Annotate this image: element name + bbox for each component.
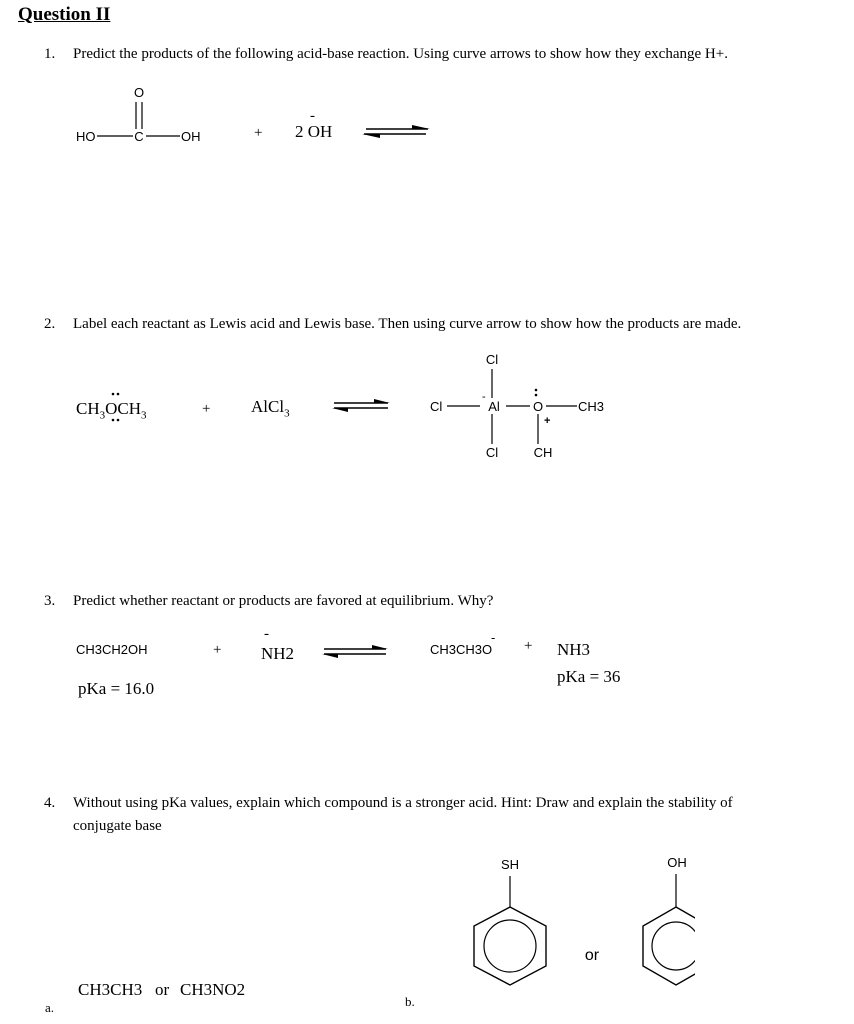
q2-oxygen-charge: + xyxy=(544,415,551,427)
q4-part-a-left: CH3CH3 xyxy=(78,980,143,999)
q4-benzene-ring-1 xyxy=(474,907,546,985)
q3-plus-2: + xyxy=(524,638,533,654)
q1-ho-label: HO xyxy=(76,129,96,144)
q4-part-b-label: b. xyxy=(405,994,415,1009)
q2-product-complex xyxy=(420,348,640,466)
q1-hydroxide: 2 OH xyxy=(295,122,333,141)
q2-ether-lone-pairs xyxy=(106,390,126,430)
q2-cl-bottom: Cl xyxy=(485,445,499,460)
q2-text: Label each reactant as Lewis acid and Lewis base. Then using curve arrow to show how the products are made. xyxy=(73,316,742,332)
q2-aluminum-chloride: AlCl$_3$ xyxy=(251,397,290,420)
q3-ethoxide: CH3CH3O xyxy=(430,642,493,657)
q3-ethanol: CH3CH2OH xyxy=(76,642,148,657)
q1-number: 1. xyxy=(44,46,56,62)
q2-oxygen: O xyxy=(532,399,544,414)
q3-amide-charge: - xyxy=(264,626,269,642)
q2-cl-left: Cl xyxy=(430,399,443,414)
q2-plus: + xyxy=(202,401,211,417)
q4-hydroxyl-group: OH xyxy=(667,855,687,870)
q2-methyl-right: CH3 xyxy=(578,399,605,414)
q2-equilibrium-arrow xyxy=(330,398,392,414)
q4-benzene-ring-2 xyxy=(643,907,695,985)
q3-ammonia: NH3 xyxy=(557,640,591,659)
q4-text-line-1: Without using pKa values, explain which compound is a stronger acid. Hint: Draw and explain the stability of xyxy=(73,795,733,811)
q1-carbonyl-oxygen: O xyxy=(133,85,145,100)
q1-plus: + xyxy=(254,125,263,141)
q1-equilibrium-arrow xyxy=(360,124,432,140)
q4-part-a-right: CH3NO2 xyxy=(180,980,246,999)
q4-part-a-label: a. xyxy=(45,1000,55,1015)
q2-number: 2. xyxy=(44,316,56,332)
q1-carbonic-acid-structure xyxy=(60,80,460,160)
q1-text: Predict the products of the following acid-base reaction. Using curve arrows to show how they exchange H+. xyxy=(73,46,728,62)
q3-number: 3. xyxy=(44,593,56,609)
q3-pka-right: pKa = 36 xyxy=(557,667,621,686)
q4-aromatic-rings xyxy=(455,845,695,995)
q3-ethoxide-charge: - xyxy=(491,630,496,645)
question-title: Question II xyxy=(18,4,111,25)
q3-pka-left: pKa = 16.0 xyxy=(78,679,155,698)
q1-carbon-label: C xyxy=(134,129,144,144)
q1-hydroxide-charge: - xyxy=(310,108,315,124)
q4-text-line-2: conjugate base xyxy=(73,818,162,834)
q2-ch-bottom: CH xyxy=(533,445,553,460)
q1-oh-label: OH xyxy=(181,129,201,144)
q2-al-charge: - xyxy=(482,391,486,403)
q3-text: Predict whether reactant or products are favored at equilibrium. Why? xyxy=(73,593,494,609)
q3-plus-1: + xyxy=(213,642,222,658)
q4-thiol-group: SH xyxy=(500,857,520,872)
q2-dimethyl-ether: $CH_3OCH_3$ xyxy=(76,399,147,422)
q3-equilibrium-arrow xyxy=(320,644,390,660)
q4-part-a-or: or xyxy=(155,980,170,999)
q4-part-b-or: or xyxy=(584,947,600,964)
q2-aluminum: Al xyxy=(488,399,500,414)
q2-cl-top: Cl xyxy=(485,352,499,367)
q3-amide: NH2 xyxy=(261,644,295,663)
q4-number: 4. xyxy=(44,795,56,811)
